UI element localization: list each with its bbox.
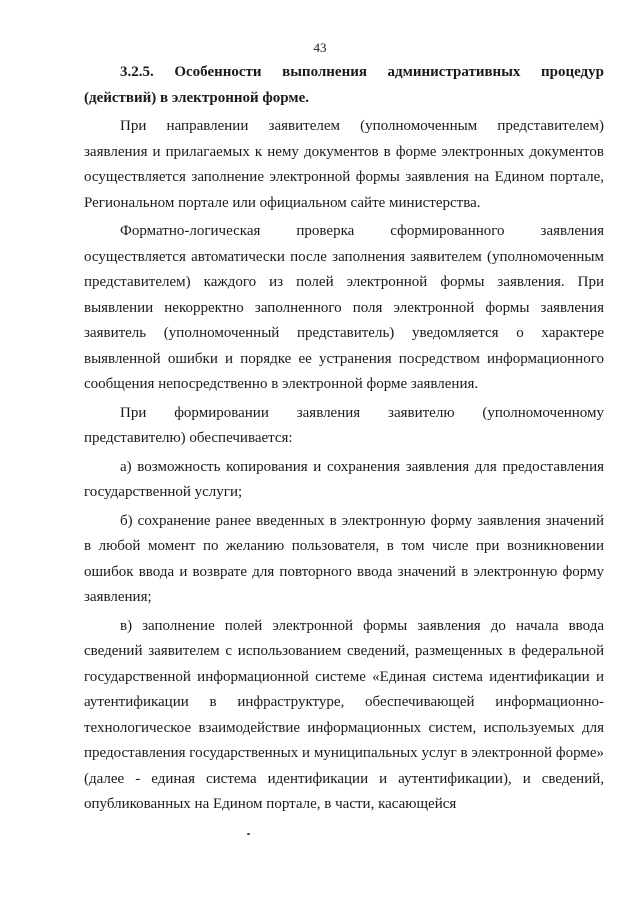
- section-heading: 3.2.5. Особенности выполнения административных процедур (действий) в электронной форме.: [84, 64, 604, 106]
- list-item-v: в) заполнение полей электронной формы заявления до начала ввода сведений заявителем с использованием сведений, размещенных в федеральной государственной информационной системе «Единая система идентификации и аутентификации в инфраструктуре, обеспечивающей информационно-технологическое взаимодействие информационных систем, используемых для предоставления государственных и муниципальных услуг в электронной форме» (далее - единая система идентификации и аутентификации), и сведений, опубликованных на Едином портале, в части, касающейся: [84, 617, 604, 812]
- page-number: 43: [313, 40, 327, 55]
- paragraph-provision-intro: При формировании заявления заявителю (уполномоченному представителю) обеспечивается:: [84, 404, 604, 446]
- list-item-b: б) сохранение ранее введенных в электронную форму заявления значений в любой момент по желанию пользователя, в том числе при возникновении ошибок ввода и возврате для повторного ввода значений в электронную форму заявления;: [84, 512, 604, 605]
- list-item-a: а) возможность копирования и сохранения заявления для предоставления государственной услуги;: [84, 458, 604, 500]
- scan-mark: [247, 833, 250, 835]
- paragraph-submission: При направлении заявителем (уполномоченным представителем) заявления и прилагаемых к нему документов в форме электронных документов осуществляется заполнение электронной формы заявления на Едином портале, Региональном портале или официальном сайте министерства.: [84, 118, 604, 211]
- document-body: [84, 60, 604, 818]
- paragraph-format-check: Форматно-логическая проверка сформированного заявления осуществляется автоматически после заполнения заявителем (уполномоченным представителем) каждого из полей электронной формы заявления. При выявлении некорректно заполненного поля электронной формы заявления заявитель (уполномоченный представитель) уведомляется о характере выявленной ошибки и порядке ее устранения посредством информационного сообщения непосредственно в электронной форме заявления.: [84, 223, 604, 392]
